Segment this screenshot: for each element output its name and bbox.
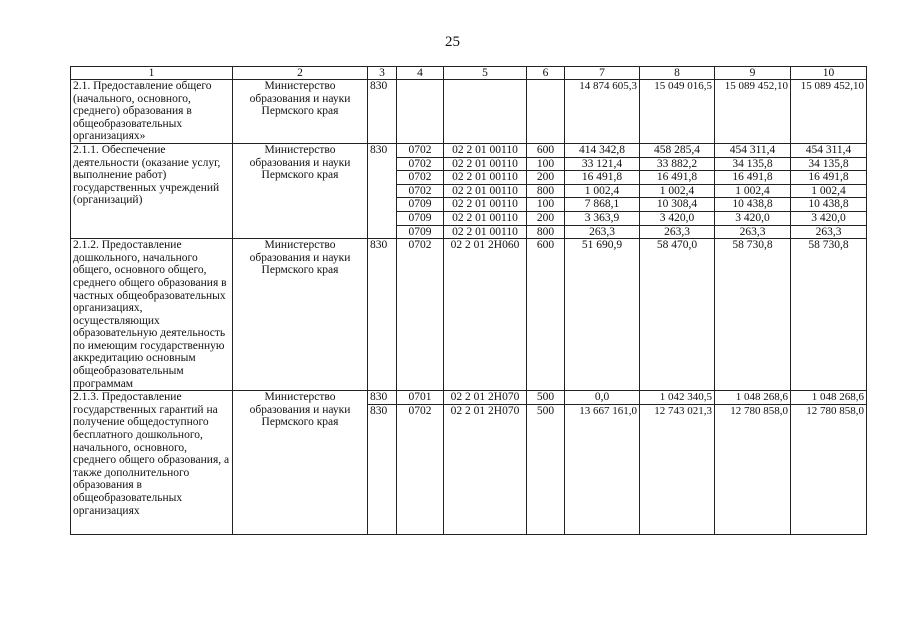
row-org: Министерство образования и науки Пермского края	[233, 143, 368, 238]
cell: 02 2 01 00110	[444, 157, 527, 171]
cell: 02 2 01 00110	[444, 171, 527, 185]
cell: 13 667 161,0	[565, 404, 640, 534]
header-cell: 1	[71, 67, 233, 80]
cell: 263,3	[565, 225, 640, 239]
header-cell: 9	[715, 67, 791, 80]
table-row	[71, 391, 867, 405]
row-org: Министерство образования и науки Пермского края	[233, 391, 368, 535]
cell: 14 874 605,3	[565, 80, 640, 144]
row-name: 2.1. Предоставление общего (начального, основного, среднего) образования в общеобразовательных организациях»	[71, 80, 233, 144]
cell: 263,3	[640, 225, 715, 239]
cell: 800	[527, 184, 565, 198]
cell	[397, 80, 444, 144]
cell: 58 470,0	[640, 239, 715, 391]
cell: 16 491,8	[791, 171, 867, 185]
cell: 02 2 01 00110	[444, 143, 527, 157]
header-cell: 8	[640, 67, 715, 80]
cell: 16 491,8	[640, 171, 715, 185]
cell: 263,3	[715, 225, 791, 239]
cell: 0709	[397, 211, 444, 225]
table-row	[71, 80, 867, 144]
cell: 34 135,8	[715, 157, 791, 171]
page-number: 25	[445, 34, 460, 50]
row-name: 2.1.3. Предоставление государственных гарантий на получение общедоступного бесплатного дошкольного, начального, основного, среднего общего образования, а также дополнительного образования в общеобразовательных организациях	[71, 391, 233, 535]
header-cell: 7	[565, 67, 640, 80]
cell: 1 048 268,6	[715, 391, 791, 405]
cell: 830	[368, 239, 397, 391]
header-cell: 4	[397, 67, 444, 80]
cell: 500	[527, 391, 565, 405]
cell: 1 002,4	[715, 184, 791, 198]
cell: 3 420,0	[640, 211, 715, 225]
cell: 200	[527, 171, 565, 185]
cell: 10 308,4	[640, 198, 715, 212]
cell: 10 438,8	[791, 198, 867, 212]
cell: 02 2 01 00110	[444, 211, 527, 225]
header-cell: 3	[368, 67, 397, 80]
cell: 15 089 452,10	[715, 80, 791, 144]
cell: 800	[527, 225, 565, 239]
table-row	[71, 143, 867, 157]
cell: 02 2 01 2Н070	[444, 391, 527, 405]
cell: 0709	[397, 198, 444, 212]
cell: 0702	[397, 157, 444, 171]
cell: 0702	[397, 404, 444, 534]
cell: 100	[527, 157, 565, 171]
budget-table	[70, 66, 867, 535]
cell: 16 491,8	[715, 171, 791, 185]
row-name: 2.1.1. Обеспечение деятельности (оказание услуг, выполнение работ) государственных учреждений (организаций)	[71, 143, 233, 238]
cell: 414 342,8	[565, 143, 640, 157]
cell: 33 121,4	[565, 157, 640, 171]
cell: 1 048 268,6	[791, 391, 867, 405]
cell: 16 491,8	[565, 171, 640, 185]
cell: 830	[368, 80, 397, 144]
cell: 02 2 01 2Н060	[444, 239, 527, 391]
cell: 263,3	[791, 225, 867, 239]
cell: 15 089 452,10	[791, 80, 867, 144]
cell: 0702	[397, 184, 444, 198]
cell: 0701	[397, 391, 444, 405]
cell: 1 002,4	[565, 184, 640, 198]
cell: 12 780 858,0	[791, 404, 867, 534]
cell	[527, 80, 565, 144]
cell: 454 311,4	[791, 143, 867, 157]
header-cell: 5	[444, 67, 527, 80]
row-org: Министерство образования и науки Пермского края	[233, 239, 368, 391]
cell: 34 135,8	[791, 157, 867, 171]
cell: 1 002,4	[640, 184, 715, 198]
cell: 600	[527, 239, 565, 391]
table-header-row	[71, 67, 867, 80]
cell: 58 730,8	[791, 239, 867, 391]
cell: 15 049 016,5	[640, 80, 715, 144]
cell: 600	[527, 143, 565, 157]
header-cell: 6	[527, 67, 565, 80]
cell: 830	[368, 404, 397, 534]
cell: 0702	[397, 171, 444, 185]
cell: 0709	[397, 225, 444, 239]
cell: 830	[368, 391, 397, 405]
cell: 7 868,1	[565, 198, 640, 212]
cell: 3 420,0	[715, 211, 791, 225]
cell: 12 780 858,0	[715, 404, 791, 534]
cell: 33 882,2	[640, 157, 715, 171]
cell: 200	[527, 211, 565, 225]
cell: 10 438,8	[715, 198, 791, 212]
cell: 500	[527, 404, 565, 534]
cell: 3 420,0	[791, 211, 867, 225]
cell: 02 2 01 00110	[444, 225, 527, 239]
header-cell: 2	[233, 67, 368, 80]
cell: 0702	[397, 239, 444, 391]
cell: 02 2 01 2Н070	[444, 404, 527, 534]
cell: 830	[368, 143, 397, 238]
cell: 100	[527, 198, 565, 212]
cell: 0,0	[565, 391, 640, 405]
cell: 51 690,9	[565, 239, 640, 391]
cell: 1 002,4	[791, 184, 867, 198]
cell: 12 743 021,3	[640, 404, 715, 534]
cell: 02 2 01 00110	[444, 184, 527, 198]
cell: 58 730,8	[715, 239, 791, 391]
cell: 3 363,9	[565, 211, 640, 225]
cell	[444, 80, 527, 144]
table-row	[71, 239, 867, 391]
cell: 458 285,4	[640, 143, 715, 157]
row-org: Министерство образования и науки Пермского края	[233, 80, 368, 144]
cell: 02 2 01 00110	[444, 198, 527, 212]
cell: 1 042 340,5	[640, 391, 715, 405]
cell: 0702	[397, 143, 444, 157]
header-cell: 10	[791, 67, 867, 80]
row-name: 2.1.2. Предоставление дошкольного, начального общего, основного общего, среднего общего образования в частных общеобразовательных организациях, осуществляющих образовательную деятельность по имеющим государственную аккредитацию основным общеобразовательным программам	[71, 239, 233, 391]
cell: 454 311,4	[715, 143, 791, 157]
